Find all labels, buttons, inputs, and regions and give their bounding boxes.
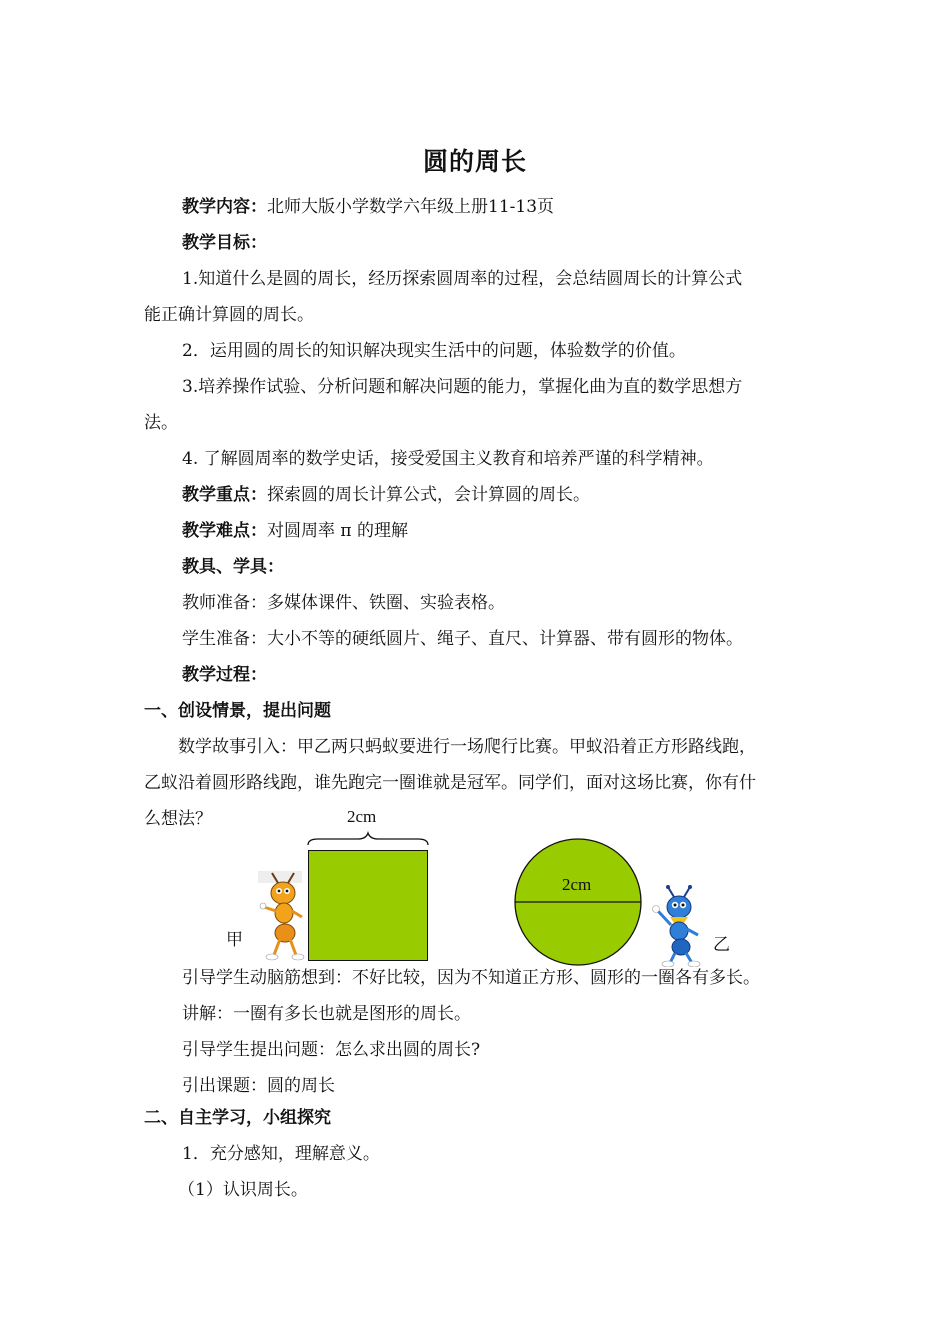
- ant-jia-label: 甲: [226, 930, 243, 950]
- square-side-label: 2cm: [347, 807, 377, 826]
- teaching-content-label: 教学内容：: [182, 197, 267, 217]
- teacher-prep: 教师准备：多媒体课件、铁圈、实验表格。: [182, 593, 505, 613]
- green-circle: [510, 837, 648, 967]
- section-2-item-1: 1．充分感知，理解意义。: [182, 1144, 380, 1164]
- explain-line: 讲解：一圈有多长也就是图形的周长。: [182, 1004, 471, 1024]
- student-prep: 学生准备：大小不等的硬纸圆片、绳子、直尺、计算器、带有圆形的物体。: [182, 629, 743, 649]
- page-title: 圆的周长: [422, 147, 527, 176]
- difficulty-text: 对圆周率 π 的理解: [267, 521, 408, 541]
- tools-label: 教具、学具：: [182, 557, 284, 577]
- blue-ant-icon: [648, 885, 708, 967]
- key-point-text: 探索圆的周长计算公式，会计算圆的周长。: [267, 485, 590, 505]
- teaching-content: [182, 197, 554, 217]
- goal-4: 4. 了解圆周率的数学史话，接受爱国主义教育和培养严谨的科学精神。: [182, 449, 714, 469]
- topic-line: 引出课题：圆的周长: [182, 1076, 335, 1096]
- process-label: 教学过程：: [182, 665, 267, 685]
- goal-2: 2．运用圆的周长的知识解决现实生活中的问题，体验数学的价值。: [182, 341, 686, 361]
- green-square: [308, 850, 428, 961]
- goals-label: 教学目标：: [182, 233, 267, 253]
- race-figure: [0, 795, 950, 970]
- section-2-heading: 二、自主学习，小组探究: [144, 1108, 331, 1128]
- orange-ant-icon: [256, 869, 312, 961]
- guide-line-2: 引导学生提出问题：怎么求出圆的周长?: [182, 1040, 481, 1060]
- circle-diameter-label: 2cm: [562, 875, 592, 894]
- story-line-1: 数学故事引入：甲乙两只蚂蚁要进行一场爬行比赛。甲蚁沿着正方形路线跑，: [178, 737, 756, 757]
- goal-1-line-1: 1.知道什么是圆的周长，经历探索圆周率的过程，会总结圆周长的计算公式: [182, 269, 743, 289]
- story-line-3: 么想法？: [144, 809, 212, 829]
- teaching-content-text: 北师大版小学数学六年级上册11-13页: [267, 197, 555, 217]
- key-point-label: 教学重点：: [182, 485, 267, 505]
- section-2-item-1-1: （1）认识周长。: [178, 1180, 308, 1200]
- section-1-heading: 一、创设情景，提出问题: [144, 701, 331, 721]
- key-point: [182, 485, 590, 505]
- goal-3-line-1: 3.培养操作试验、分析问题和解决问题的能力，掌握化曲为直的数学思想方: [182, 377, 743, 397]
- story-line-2: 乙蚁沿着圆形路线跑，谁先跑完一圈谁就是冠军。同学们，面对这场比赛，你有什: [144, 773, 756, 793]
- goal-3-line-2: 法。: [144, 413, 178, 433]
- difficulty-label: 教学难点：: [182, 521, 267, 541]
- goal-1-line-2: 能正确计算圆的周长。: [144, 305, 314, 325]
- square-brace: [306, 831, 430, 847]
- ant-yi-label: 乙: [713, 935, 730, 955]
- difficulty: [182, 521, 408, 541]
- guide-line-1: 引导学生动脑筋想到：不好比较，因为不知道正方形、圆形的一圈各有多长。: [182, 968, 760, 988]
